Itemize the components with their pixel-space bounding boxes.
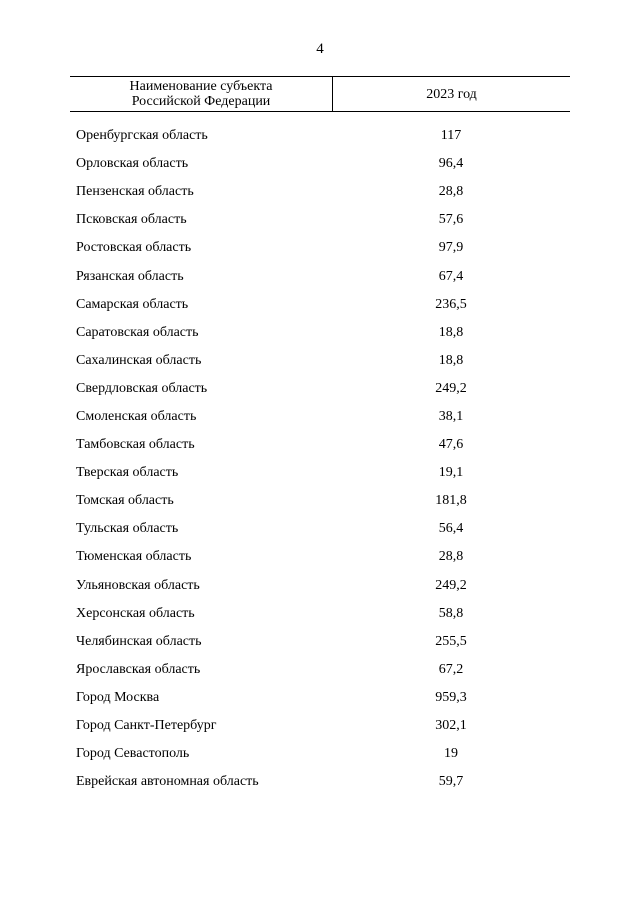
region-value: 18,8 xyxy=(438,324,464,340)
table-row xyxy=(70,600,570,628)
region-name: Самарская область xyxy=(76,296,189,312)
table-row xyxy=(70,487,570,515)
table-row xyxy=(70,375,570,403)
table-header xyxy=(70,76,570,112)
region-value: 56,4 xyxy=(438,521,464,537)
table-row xyxy=(70,403,570,431)
region-value: 19 xyxy=(444,746,458,762)
table-row xyxy=(70,347,570,375)
region-value: 19,1 xyxy=(438,465,464,481)
region-name: Томская область xyxy=(76,493,174,509)
table-row xyxy=(70,459,570,487)
table-row xyxy=(70,712,570,740)
column-header-region xyxy=(70,77,333,111)
region-value: 38,1 xyxy=(438,408,464,424)
table-row xyxy=(70,543,570,571)
region-name: Город Санкт-Петербург xyxy=(76,718,217,734)
table-row xyxy=(70,178,570,206)
table-row xyxy=(70,684,570,712)
region-name: Челябинская область xyxy=(76,633,202,649)
region-value: 117 xyxy=(440,128,462,144)
table-row xyxy=(70,262,570,290)
region-value: 28,8 xyxy=(438,184,464,200)
region-value: 959,3 xyxy=(435,689,467,705)
region-value: 57,6 xyxy=(438,212,464,228)
table-row xyxy=(70,206,570,234)
region-name: Псковская область xyxy=(76,212,187,228)
column-header-region-line1: Наименование субъекта xyxy=(129,79,273,94)
region-name: Ярославская область xyxy=(76,661,201,677)
table-row xyxy=(70,234,570,262)
table-row xyxy=(70,431,570,459)
page-number: 4 xyxy=(316,41,324,57)
table-row xyxy=(70,768,570,796)
table-row xyxy=(70,515,570,543)
region-name: Смоленская область xyxy=(76,408,197,424)
region-value: 249,2 xyxy=(435,577,467,593)
region-name: Свердловская область xyxy=(76,380,208,396)
region-name: Орловская область xyxy=(76,156,189,172)
region-name: Город Севастополь xyxy=(76,746,190,762)
region-value: 67,2 xyxy=(438,661,464,677)
region-name: Рязанская область xyxy=(76,268,184,284)
region-value: 236,5 xyxy=(435,296,467,312)
region-value: 181,8 xyxy=(435,493,467,509)
region-value: 58,8 xyxy=(438,605,464,621)
region-name: Ульяновская область xyxy=(76,577,200,593)
region-value: 67,4 xyxy=(438,268,464,284)
region-name: Еврейская автономная область xyxy=(76,774,259,790)
region-name: Тверская область xyxy=(76,465,179,481)
region-value: 18,8 xyxy=(438,352,464,368)
region-value: 255,5 xyxy=(435,633,467,649)
region-value: 97,9 xyxy=(438,240,464,256)
region-name: Тюменская область xyxy=(76,549,192,565)
table-row xyxy=(70,122,570,150)
table-row xyxy=(70,150,570,178)
column-header-region-line2: Российской Федерации xyxy=(131,94,271,109)
table-row xyxy=(70,291,570,319)
region-name: Тамбовская область xyxy=(76,437,195,453)
table-body xyxy=(70,122,570,796)
table-row xyxy=(70,319,570,347)
table-row xyxy=(70,656,570,684)
region-value: 96,4 xyxy=(438,156,464,172)
region-value: 302,1 xyxy=(435,718,467,734)
region-value: 47,6 xyxy=(438,437,464,453)
region-name: Город Москва xyxy=(76,689,160,705)
region-name: Ростовская область xyxy=(76,240,192,256)
region-name: Сахалинская область xyxy=(76,352,202,368)
table-row xyxy=(70,740,570,768)
data-table xyxy=(70,76,570,796)
region-name: Херсонская область xyxy=(76,605,195,621)
region-value: 59,7 xyxy=(438,774,464,790)
region-name: Тульская область xyxy=(76,521,179,537)
column-header-year: 2023 год xyxy=(426,86,477,102)
region-value: 28,8 xyxy=(438,549,464,565)
region-name: Оренбургская область xyxy=(76,128,208,144)
table-row xyxy=(70,572,570,600)
region-value: 249,2 xyxy=(435,380,467,396)
region-name: Саратовская область xyxy=(76,324,199,340)
table-row xyxy=(70,628,570,656)
region-name: Пензенская область xyxy=(76,184,194,200)
